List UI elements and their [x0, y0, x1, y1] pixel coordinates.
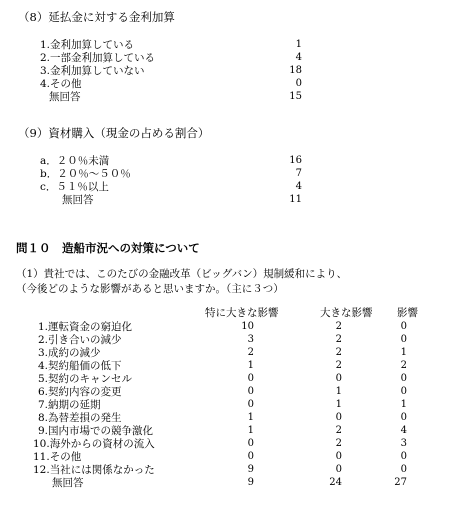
- question-text-line1: （1）貴社では、このたびの金融改革（ビッグバン）規制緩和により、: [16, 268, 348, 280]
- list-item-label: c．５１％以上: [40, 181, 109, 193]
- table-cell: 27: [394, 477, 407, 488]
- list-item-label: 4.その他: [40, 78, 82, 90]
- list-item-label: 無回答: [49, 91, 81, 103]
- table-row-label: 1.運転資金の窮迫化: [38, 321, 133, 333]
- table-cell: 0: [247, 373, 254, 384]
- table-cell: 0: [400, 451, 407, 462]
- list-item-value: 7: [295, 168, 302, 179]
- table-cell: 24: [329, 477, 342, 488]
- table-cell: 9: [247, 477, 254, 488]
- list-item-value: 11: [289, 194, 302, 205]
- list-item-value: 0: [295, 78, 302, 89]
- column-header: 特に大きな影響: [205, 307, 279, 319]
- table-row-label: 10.海外からの資材の流入: [33, 438, 155, 450]
- table-cell: 0: [335, 464, 342, 475]
- list-item-value: 15: [289, 91, 302, 102]
- list-item-value: 4: [295, 52, 302, 63]
- table-cell: 2: [335, 347, 342, 358]
- table-cell: 3: [247, 334, 254, 345]
- table-cell: 1: [335, 386, 342, 397]
- table-cell: 0: [335, 412, 342, 423]
- table-cell: 2: [335, 438, 342, 449]
- table-cell: 0: [400, 373, 407, 384]
- table-cell: 0: [400, 386, 407, 397]
- table-row-label: 6.契約内容の変更: [38, 386, 122, 398]
- table-cell: 0: [335, 451, 342, 462]
- list-item-label: 1.金利加算している: [40, 39, 135, 51]
- table-cell: 2: [335, 360, 342, 371]
- table-cell: 4: [400, 425, 407, 436]
- column-header: 影響: [397, 307, 418, 319]
- table-row-label: 2.引き合いの減少: [38, 334, 122, 346]
- column-header: 大きな影響: [320, 307, 373, 319]
- table-cell: 0: [400, 412, 407, 423]
- table-row-label: 3.成約の減少: [38, 347, 101, 359]
- table-cell: 0: [400, 321, 407, 332]
- list-item-label: a．２０％未満: [40, 155, 110, 167]
- table-cell: 0: [400, 464, 407, 475]
- table-cell: 2: [335, 425, 342, 436]
- list-item-label: 2.一部金利加算している: [40, 52, 156, 64]
- table-row-label: 9.国内市場での競争激化: [38, 425, 154, 437]
- table-row-label: 8.為替差損の発生: [38, 412, 122, 424]
- table-row-label: 5.契約のキャンセル: [38, 373, 133, 385]
- table-cell: 2: [335, 321, 342, 332]
- table-cell: 10: [241, 321, 254, 332]
- table-cell: 3: [400, 438, 407, 449]
- table-row-label: 11.その他: [33, 451, 82, 463]
- table-cell: 0: [335, 373, 342, 384]
- list-item-value: 4: [295, 181, 302, 192]
- list-item-label: 無回答: [62, 194, 94, 206]
- table-cell: 2: [247, 347, 254, 358]
- table-cell: 1: [247, 360, 254, 371]
- table-row-label: 4.契約船価の低下: [38, 360, 122, 372]
- question-text-line2: （今後どのような影響があると思いますか。（主に３つ）: [16, 283, 284, 295]
- list-item-label: b．２０％～５０％: [40, 168, 131, 180]
- table-cell: 1: [400, 399, 407, 410]
- table-cell: 1: [247, 425, 254, 436]
- table-cell: 0: [247, 451, 254, 462]
- table-row-label: 7.納期の延期: [38, 399, 101, 411]
- table-cell: 1: [335, 399, 342, 410]
- table-cell: 0: [400, 334, 407, 345]
- table-cell: 2: [400, 360, 407, 371]
- question-10-title: 問１０ 造船市況への対策について: [16, 241, 200, 255]
- table-row-label: 無回答: [52, 477, 84, 489]
- section-8-title: （8）延払金に対する金利加算: [18, 10, 175, 24]
- list-item-value: 18: [289, 65, 302, 76]
- table-row-label: 12.当社には関係なかった: [33, 464, 155, 476]
- table-cell: 9: [247, 464, 254, 475]
- table-cell: 0: [247, 438, 254, 449]
- table-cell: 0: [247, 399, 254, 410]
- list-item-label: 3.金利加算していない: [40, 65, 145, 77]
- table-cell: 1: [247, 412, 254, 423]
- table-cell: 1: [400, 347, 407, 358]
- list-item-value: 16: [289, 155, 302, 166]
- table-cell: 0: [247, 386, 254, 397]
- table-cell: 2: [335, 334, 342, 345]
- list-item-value: 1: [295, 39, 302, 50]
- section-9-title: （9）資材購入（現金の占める割合）: [18, 126, 210, 140]
